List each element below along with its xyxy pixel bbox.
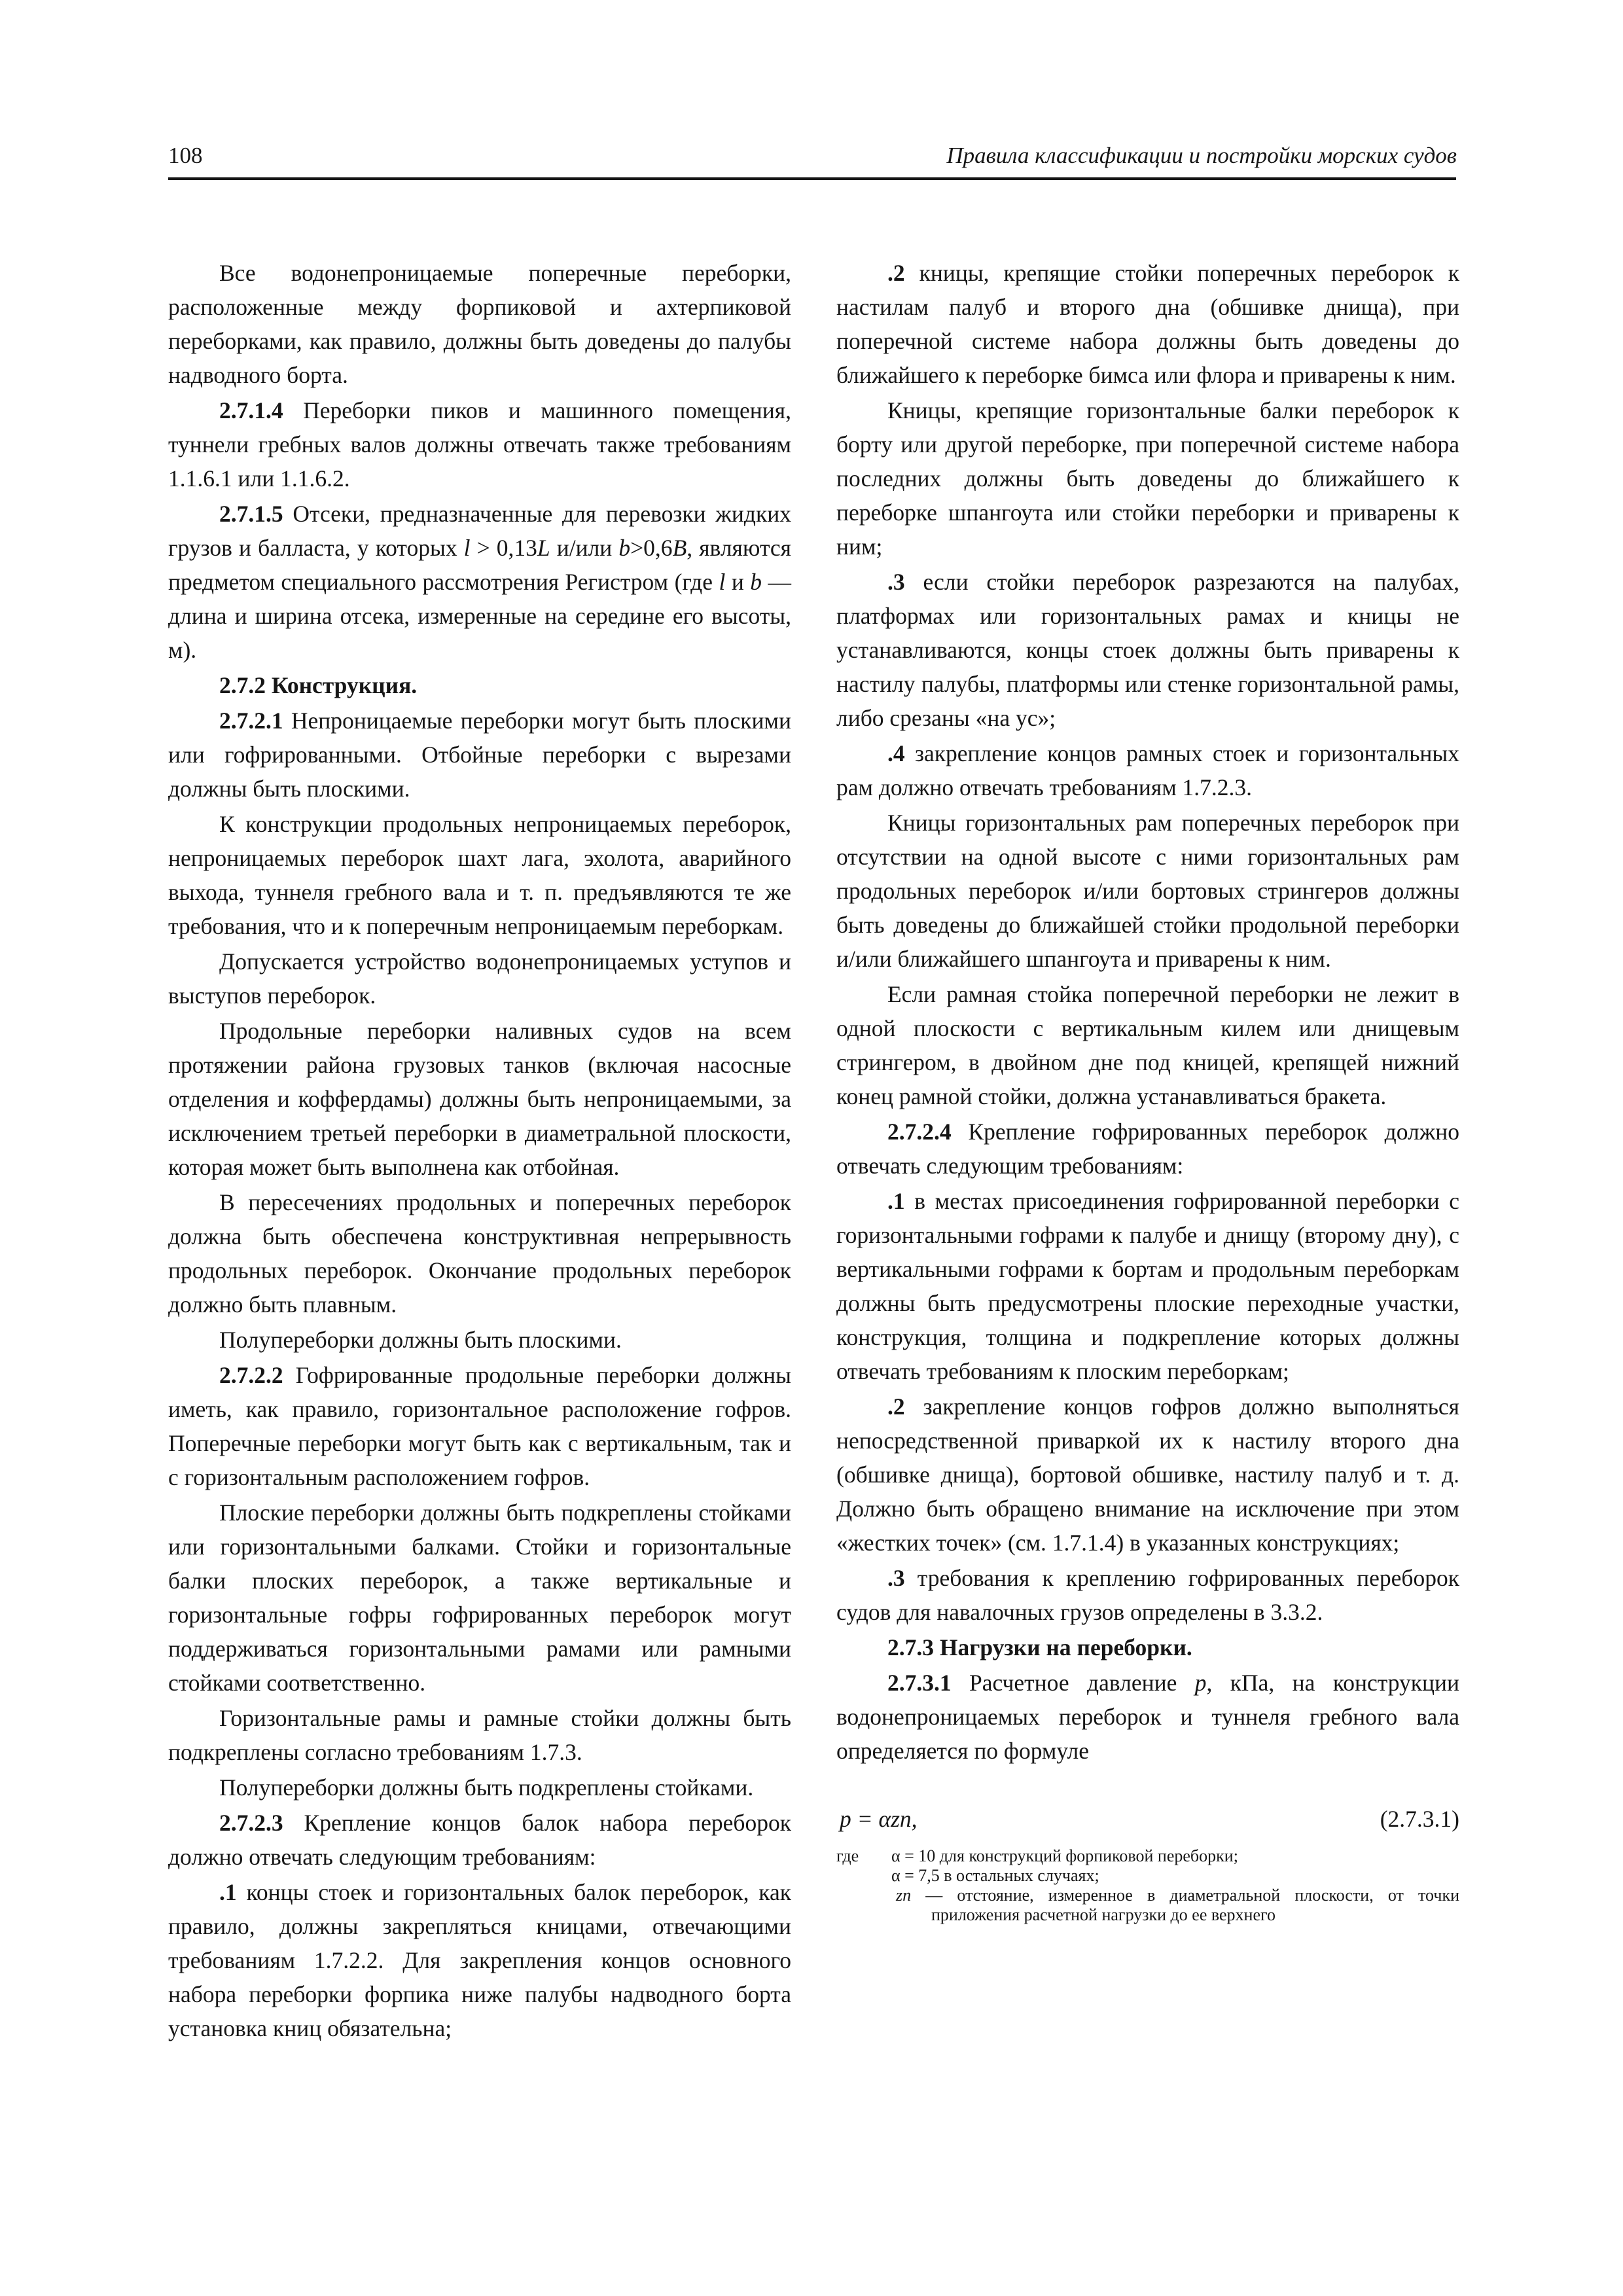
symbol: b xyxy=(750,569,762,595)
legend-row xyxy=(836,1846,1459,1866)
legend-where: где xyxy=(836,1846,859,1865)
paragraph: Кницы, крепящие горизонтальные балки переборок к борту или другой переборке, при поперечной системе набора последних должны быть доведены до ближайшего к переборке шпангоута или стойки переборки и приварены к ним; xyxy=(836,397,1459,560)
paragraph-text: Расчетное давление xyxy=(951,1670,1195,1696)
paragraph-text: концы стоек и горизонтальных балок переборок, как правило, должны закрепляться кницами, отвечающими требованиям 1.7.2.2. Для закрепления концов основного набора переборки форпика ниже палубы надводного борта установка книц обязательна; xyxy=(168,1879,791,2041)
clause-number: 2.7.2.1 xyxy=(219,708,283,734)
paragraph-text: и xyxy=(725,569,751,595)
paragraph-text: Непроницаемые переборки могут быть плоскими или гофрированными. Отбойные переборки с вырезами должны быть плоскими. xyxy=(168,708,791,802)
paragraph xyxy=(836,1184,1459,1388)
formula-expression: p = αzп, xyxy=(840,1806,918,1832)
clause-number: .2 xyxy=(887,1393,905,1420)
clause-number: .3 xyxy=(887,1565,905,1591)
paragraph-text: , являются предметом специального рассмотрения Регистром (где xyxy=(168,535,791,595)
symbol: l xyxy=(719,569,726,595)
paragraph: Кницы горизонтальных рам поперечных переборок при отсутствии на одной высоте с ними горизонтальных рам продольных переборок и/или бортовых стрингеров должны быть доведены до ближайшей стойки продольной переборки и/или ближайшего шпангоута и приварены к ним. xyxy=(836,810,1459,972)
paragraph-text: Гофрированные продольные переборки должны иметь, как правило, горизонтальное расположение гофров. Поперечные переборки могут быть как с вертикальным, так и с горизонтальным расположением гофров. xyxy=(168,1362,791,1490)
paragraph xyxy=(836,1390,1459,1560)
formula-number: (2.7.3.1) xyxy=(1380,1806,1459,1832)
paragraph: Горизонтальные рамы и рамные стойки должны быть подкреплены согласно требованиям 1.7.3. xyxy=(168,1705,791,1765)
paragraph xyxy=(168,497,791,667)
left-column xyxy=(168,256,791,2047)
paragraph-text: требования к креплению гофрированных переборок судов для навалочных грузов определены в 3.3.2. xyxy=(836,1565,1459,1625)
formula xyxy=(836,1802,1459,1836)
legend-z xyxy=(836,1886,1459,1925)
paragraph: Полупереборки должны быть подкреплены стойками. xyxy=(219,1774,754,1801)
clause-number: .4 xyxy=(887,740,905,766)
paragraph-text: Крепление гофрированных переборок должно отвечать следующим требованиям: xyxy=(836,1119,1459,1179)
paragraph xyxy=(836,565,1459,735)
running-title: Правила классификации и постройки морских судов xyxy=(946,143,1457,168)
clause-number: 2.7.2.4 xyxy=(887,1119,952,1145)
paragraph: Продольные переборки наливных судов на всем протяжении района грузовых танков (включая насосные отделения и коффердамы) должны быть непроницаемыми, за исключением третьей переборки в диаметральной плоскости, которая может быть выполнена как отбойная. xyxy=(168,1018,791,1180)
clause-number: 2.7.1.4 xyxy=(219,397,283,423)
clause-number: .1 xyxy=(887,1188,905,1214)
paragraph-text: в местах присоединения гофрированной переборки с горизонтальными гофрами к палубе и днищу (второму дну), с вертикальными гофрами к бортам и продольным переборкам должны быть предусмотрены плоские переходные участки, конструкция, толщина и подкрепление которых должны отвечать требованиям к плоским переборкам; xyxy=(836,1188,1459,1384)
clause-number: 2.7.2.3 xyxy=(219,1810,283,1836)
paragraph-text: и/или xyxy=(550,535,619,561)
clause-number: 2.7.2.2 xyxy=(219,1362,283,1388)
paragraph-text: закрепление концов рамных стоек и горизонтальных рам должно отвечать требованиям 1.7.2.3. xyxy=(836,740,1459,800)
paragraph-text: если стойки переборок разрезаются на палубах, платформах или горизонтальных рамах и кницы не устанавливаются, концы стоек должны быть приварены к настилу палубы, платформы или стенке горизонтальной рамы, либо срезаны «на ус»; xyxy=(836,569,1459,731)
paragraph-text: > 0,13 xyxy=(470,535,537,561)
clause-number: .1 xyxy=(219,1879,237,1905)
paragraph-text: кницы, крепящие стойки поперечных переборок к настилам палуб и второго дна (обшивке днища), при поперечной системе набора должны быть доведены до ближайшего к переборке бимса или флора и приварены к ним. xyxy=(836,260,1459,388)
paragraph xyxy=(168,1875,791,2045)
paragraph xyxy=(836,1561,1459,1629)
paragraph-text: Крепление концов балок набора переборок должно отвечать следующим требованиям: xyxy=(168,1810,791,1870)
clause-number: .2 xyxy=(887,260,905,286)
paragraph xyxy=(836,1115,1459,1183)
paragraph: К конструкции продольных непроницаемых переборок, непроницаемых переборок шахт лага, эхолота, аварийного выхода, туннеля гребного вала и т. п. предъявляются те же требования, что и к поперечным непроницаемым переборкам. xyxy=(168,811,791,939)
paragraph xyxy=(168,704,791,806)
page-number: 108 xyxy=(168,143,203,168)
clause-number: .3 xyxy=(887,569,905,595)
legend-z-text: — отстояние, измеренное в диаметральной плоскости, от точки приложения расчетной нагрузки до ее верхнего xyxy=(911,1886,1459,1924)
formula-legend xyxy=(836,1846,1459,1925)
clause-number: 2.7.1.5 xyxy=(219,501,283,527)
right-column xyxy=(836,256,1459,1925)
paragraph-text: , кПа, на конструкции водонепроницаемых переборок и туннеля гребного вала определяется по формуле xyxy=(836,1670,1459,1764)
section-heading-text: 2.7.2 Конструкция. xyxy=(219,672,418,698)
paragraph xyxy=(836,736,1459,804)
legend-spacer xyxy=(836,1866,891,1886)
legend-alpha-2: α = 7,5 в остальных случаях; xyxy=(891,1866,1099,1885)
symbol: b xyxy=(618,535,631,561)
legend-alpha-1: α = 10 для конструкций форпиковой переборки; xyxy=(891,1846,1238,1865)
symbol: B xyxy=(672,535,687,561)
paragraph: В пересечениях продольных и поперечных переборок должна быть обеспечена конструктивная непрерывность продольных переборок. Окончание продольных переборок должно быть плавным. xyxy=(168,1189,791,1318)
paragraph xyxy=(168,393,791,495)
symbol: L xyxy=(537,535,550,561)
symbol: l xyxy=(463,535,471,561)
paragraph-text: >0,6 xyxy=(630,535,673,561)
header-rule xyxy=(168,177,1456,180)
paragraph-text: закрепление концов гофров должно выполняться непосредственной приваркой их к настилу второго дна (обшивке днища), бортовой обшивке, настилу палуб и т. д. Должно быть обращено внимание на исключение при этом «жестких точек» (см. 1.7.1.4) в указанных конструкциях; xyxy=(836,1393,1459,1556)
paragraph xyxy=(836,256,1459,392)
clause-number: 2.7.3.1 xyxy=(887,1670,952,1696)
section-heading-text: 2.7.3 Нагрузки на переборки. xyxy=(887,1634,1192,1660)
paragraph xyxy=(836,1666,1459,1768)
paragraph: Полупереборки должны быть плоскими. xyxy=(219,1327,622,1353)
paragraph-text: — длина и ширина отсека, измеренные на середине его высоты, м). xyxy=(168,569,791,663)
paragraph-text: Отсеки, предназначенные для перевозки жидких грузов и балласта, у которых xyxy=(168,501,791,561)
paragraph: Все водонепроницаемые поперечные переборки, расположенные между форпиковой и ахтерпиковой переборками, как правило, должны быть доведены до палубы надводного борта. xyxy=(168,260,791,388)
legend-row xyxy=(836,1866,1459,1886)
paragraph xyxy=(168,1358,791,1494)
paragraph xyxy=(168,1806,791,1874)
paragraph: Плоские переборки должны быть подкреплены стойками или горизонтальными балками. Стойки и горизонтальные балки плоских переборок, а также вертикальные и горизонтальные гофры гофрированных переборок могут поддерживаться горизонтальными рамами или рамными стойками соответственно. xyxy=(168,1499,791,1696)
section-heading xyxy=(168,668,791,702)
paragraph-text: Переборки пиков и машинного помещения, туннели гребных валов должны отвечать также требованиям 1.1.6.1 или 1.1.6.2. xyxy=(168,397,791,492)
paragraph: Допускается устройство водонепроницаемых уступов и выступов переборок. xyxy=(168,948,791,1009)
section-heading xyxy=(836,1630,1459,1664)
paragraph: Если рамная стойка поперечной переборки не лежит в одной плоскости с вертикальным килем или днищевым стрингером, в двойном дне под кницей, крепящей нижний конец рамной стойки, должна устанавливаться бракета. xyxy=(836,981,1459,1109)
symbol: p xyxy=(1194,1670,1207,1696)
legend-z-symbol: zп xyxy=(896,1886,912,1905)
